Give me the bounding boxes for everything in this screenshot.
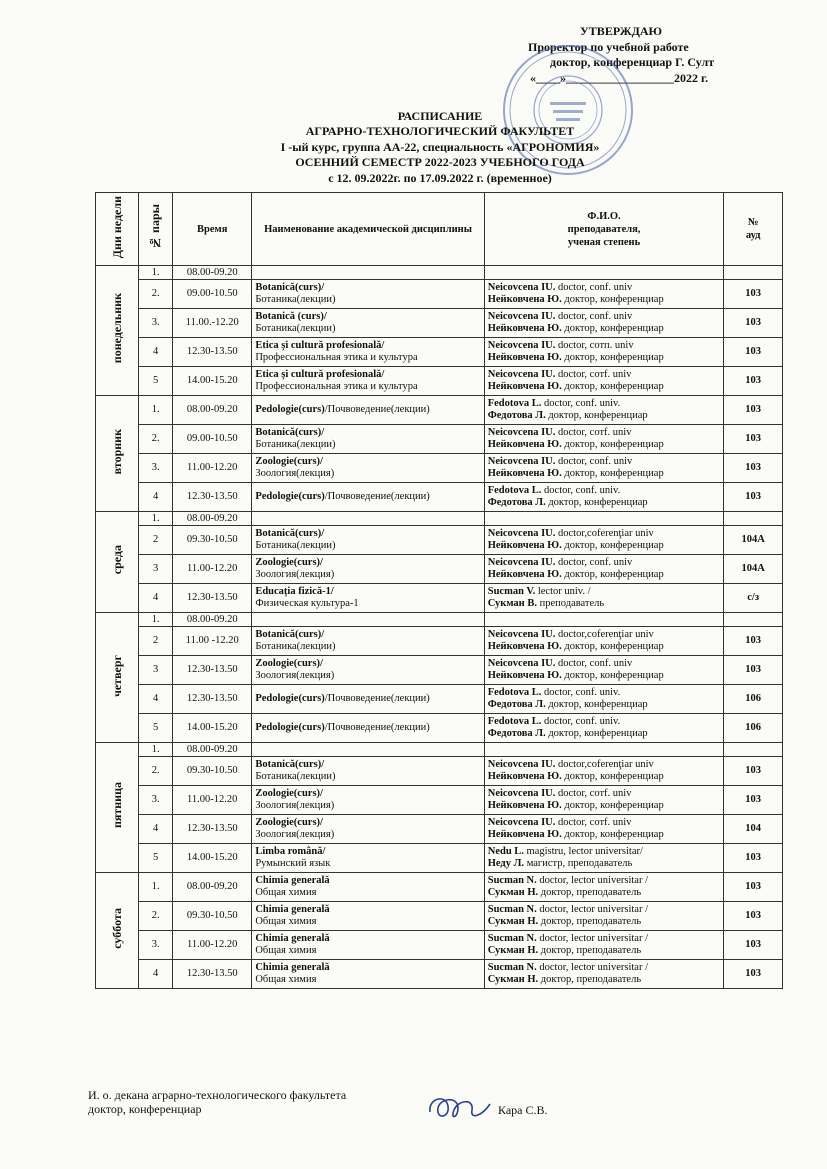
teacher-cell: Fedotova L. doctor, conf. univ. Федотова Л. доктор, конференциар [484, 483, 724, 512]
room-cell: 103 [724, 396, 783, 425]
table-row [96, 555, 783, 584]
discipline-cell: Botanică(curs)/ Ботаника(лекции) [252, 425, 484, 454]
time-cell: 08.00-09.20 [173, 266, 252, 280]
header-room: № ауд [724, 193, 783, 266]
room-cell: 103 [724, 425, 783, 454]
day-cell: четверг [96, 613, 139, 743]
teacher-cell: Nedu L. magistru, lector universitar/ Неду Л. магистр, преподаватель [484, 844, 724, 873]
time-cell: 09.00-10.50 [173, 280, 252, 309]
teacher-cell: Neicovcena IU. doctor, conf. univ Нейковчена Ю. доктор, конференциар [484, 656, 724, 685]
time-cell: 11.00 -12.20 [173, 627, 252, 656]
table-row [96, 714, 783, 743]
room-cell [724, 512, 783, 526]
room-cell [724, 613, 783, 627]
pair-number-cell: 2. [139, 902, 173, 931]
room-cell: 103 [724, 873, 783, 902]
approval-line-4: «____»__________________2022 г. [530, 70, 709, 85]
table-row [96, 425, 783, 454]
time-cell: 09.30-10.50 [173, 526, 252, 555]
footer-line-2: доктор, конференциар [88, 1102, 202, 1116]
teacher-cell: Neicovcena IU. doctor, сотf. univ Нейковчена Ю. доктор, конференциар [484, 786, 724, 815]
teacher-cell: Sucman V. lector univ. / Сукман В. преподаватель [484, 584, 724, 613]
teacher-cell [484, 512, 724, 526]
title-line-3: I -ый курс, группа АА-22, специальность «АГРОНОМИЯ» [280, 139, 600, 154]
teacher-cell: Neicovcena IU. doctor,coferenţiar univ Нейковчена Ю. доктор, конференциар [484, 757, 724, 786]
teacher-cell [484, 743, 724, 757]
pair-number-cell: 3. [139, 454, 173, 483]
room-cell: 103 [724, 454, 783, 483]
pair-number-cell: 4 [139, 815, 173, 844]
pair-number-cell: 3. [139, 786, 173, 815]
teacher-cell [484, 266, 724, 280]
time-cell: 11.00-12.20 [173, 555, 252, 584]
header-time: Время [173, 193, 252, 266]
pair-number-cell: 4 [139, 483, 173, 512]
time-cell: 08.00-09.20 [173, 613, 252, 627]
pair-number-cell: 2 [139, 526, 173, 555]
room-cell: 103 [724, 367, 783, 396]
time-cell: 11.00-12.20 [173, 931, 252, 960]
discipline-cell: Chimia generală Общая химия [252, 931, 484, 960]
discipline-cell: Limba română/ Румынский язык [252, 844, 484, 873]
teacher-cell: Sucman N. doctor, lector universitar / Сукман Н. доктор, преподаватель [484, 902, 724, 931]
table-row [96, 960, 783, 989]
room-cell: 103 [724, 902, 783, 931]
pair-number-cell: 1. [139, 743, 173, 757]
discipline-cell: Botanică(curs)/ Ботаника(лекции) [252, 757, 484, 786]
discipline-cell: Pedologie(curs)/Почвоведение(лекции) [252, 396, 484, 425]
header-discipline: Наименование академической дисциплины [252, 193, 484, 266]
time-cell: 08.00-09.20 [173, 396, 252, 425]
discipline-cell [252, 512, 484, 526]
discipline-cell: Botanică(curs)/ Ботаника(лекции) [252, 526, 484, 555]
day-cell: вторник [96, 396, 139, 512]
discipline-cell: Pedologie(curs)/Почвоведение(лекции) [252, 714, 484, 743]
teacher-cell: Fedotova L. doctor, conf. univ. Федотова Л. доктор, конференциар [484, 714, 724, 743]
room-cell: 103 [724, 338, 783, 367]
room-cell: 103 [724, 931, 783, 960]
pair-number-cell: 2. [139, 280, 173, 309]
discipline-cell: Zoologie(curs)/ Зоология(лекция) [252, 786, 484, 815]
discipline-cell: Chimia generală Общая химия [252, 873, 484, 902]
discipline-cell: Educația fizică-1/ Физическая культура-1 [252, 584, 484, 613]
discipline-cell: Pedologie(curs)/Почвоведение(лекции) [252, 483, 484, 512]
time-cell: 14.00-15.20 [173, 844, 252, 873]
signature-icon [424, 1090, 496, 1126]
header-teacher: Ф.И.О. преподавателя, ученая степень [484, 193, 724, 266]
title-line-2: АГРАРНО-ТЕХНОЛОГИЧЕСКИЙ ФАКУЛЬТЕТ [305, 124, 575, 139]
table-row [96, 873, 783, 902]
table-row [96, 338, 783, 367]
footer-line-1: И. о. декана аграрно-технологического факультета [88, 1088, 347, 1102]
footer-block [88, 1088, 346, 1116]
pair-number-cell: 5 [139, 367, 173, 396]
discipline-cell: Botanică (curs)/ Ботаника(лекции) [252, 309, 484, 338]
room-cell: 106 [724, 685, 783, 714]
teacher-cell: Neicovcena IU. doctor, сотf. univ Нейковчена Ю. доктор, конференциар [484, 815, 724, 844]
room-cell: 104 [724, 815, 783, 844]
pair-number-cell: 4 [139, 584, 173, 613]
room-cell: 103 [724, 483, 783, 512]
discipline-cell: Etica și cultură profesională/ Профессиональная этика и культура [252, 367, 484, 396]
teacher-cell: Neicovcena IU. doctor, conf. univ Нейковчена Ю. доктор, конференциар [484, 309, 724, 338]
teacher-cell: Sucman N. doctor, lector universitar / Сукман Н. доктор, преподаватель [484, 931, 724, 960]
schedule-title [200, 109, 680, 186]
header-pair: № пары [139, 193, 173, 266]
time-cell: 12.30-13.50 [173, 338, 252, 367]
discipline-cell: Zoologie(curs)/ Зоология(лекция) [252, 815, 484, 844]
discipline-cell [252, 266, 484, 280]
approval-line-3: доктор, конференциар Г. Султ [550, 55, 715, 69]
approval-line-1: УТВЕРЖДАЮ [580, 24, 663, 38]
time-cell: 11.00.-12.20 [173, 309, 252, 338]
table-row [96, 786, 783, 815]
time-cell: 12.30-13.50 [173, 685, 252, 714]
time-cell: 12.30-13.50 [173, 483, 252, 512]
teacher-cell: Neicovcena IU. doctor,coferenţiar univ Нейковчена Ю. доктор, конференциар [484, 526, 724, 555]
table-row [96, 454, 783, 483]
table-row [96, 656, 783, 685]
pair-number-cell: 5 [139, 714, 173, 743]
pair-number-cell: 1. [139, 266, 173, 280]
header-day: Дни недели [96, 193, 139, 266]
teacher-cell: Fedotova L. doctor, conf. univ. Федотова Л. доктор, конференциар [484, 396, 724, 425]
day-cell: среда [96, 512, 139, 613]
pair-number-cell: 4 [139, 338, 173, 367]
table-row [96, 526, 783, 555]
table-row [96, 280, 783, 309]
teacher-cell [484, 613, 724, 627]
room-cell: 104А [724, 526, 783, 555]
pair-number-cell: 2 [139, 627, 173, 656]
discipline-cell: Chimia generală Общая химия [252, 902, 484, 931]
discipline-cell: Zoologie(curs)/ Зоология(лекция) [252, 555, 484, 584]
table-row [96, 512, 783, 526]
pair-number-cell: 1. [139, 396, 173, 425]
room-cell: 104А [724, 555, 783, 584]
discipline-cell: Botanică(curs)/ Ботаника(лекции) [252, 627, 484, 656]
pair-number-cell: 3 [139, 555, 173, 584]
table-row [96, 613, 783, 627]
pair-number-cell: 3. [139, 309, 173, 338]
teacher-cell: Neicovcena IU. doctor, сотf. univ Нейковчена Ю. доктор, конференциар [484, 367, 724, 396]
teacher-cell: Neicovcena IU. doctor, conf. univ Нейковчена Ю. доктор, конференциар [484, 454, 724, 483]
time-cell: 09.30-10.50 [173, 757, 252, 786]
pair-number-cell: 4 [139, 960, 173, 989]
discipline-cell: Chimia generală Общая химия [252, 960, 484, 989]
table-row [96, 931, 783, 960]
time-cell: 14.00-15.20 [173, 714, 252, 743]
title-line-1: РАСПИСАНИЕ [397, 109, 483, 123]
pair-number-cell: 3. [139, 931, 173, 960]
pair-number-cell: 1. [139, 873, 173, 902]
room-cell: 103 [724, 757, 783, 786]
pair-number-cell: 3 [139, 656, 173, 685]
discipline-cell: Botanică(curs)/ Ботаника(лекции) [252, 280, 484, 309]
room-cell: 103 [724, 844, 783, 873]
table-header-row [96, 193, 783, 266]
table-row [96, 902, 783, 931]
table-row [96, 367, 783, 396]
pair-number-cell: 2. [139, 757, 173, 786]
day-cell: суббота [96, 873, 139, 989]
pair-number-cell: 1. [139, 613, 173, 627]
discipline-cell [252, 613, 484, 627]
table-row [96, 396, 783, 425]
time-cell: 12.30-13.50 [173, 960, 252, 989]
signer-name: Кара С.В. [498, 1103, 548, 1117]
pair-number-cell: 2. [139, 425, 173, 454]
table-row [96, 815, 783, 844]
table-row [96, 309, 783, 338]
table-row [96, 584, 783, 613]
table-row [96, 757, 783, 786]
table-row [96, 627, 783, 656]
time-cell: 09.00-10.50 [173, 425, 252, 454]
pair-number-cell: 1. [139, 512, 173, 526]
table-row [96, 743, 783, 757]
time-cell: 12.30-13.50 [173, 584, 252, 613]
discipline-cell: Zoologie(curs)/ Зоология(лекция) [252, 656, 484, 685]
teacher-cell: Neicovcena IU. doctor, сотf. univ Нейковчена Ю. доктор, конференциар [484, 425, 724, 454]
room-cell: 103 [724, 280, 783, 309]
teacher-cell: Neicovcena IU. doctor,coferenţiar univ Нейковчена Ю. доктор, конференциар [484, 627, 724, 656]
room-cell [724, 266, 783, 280]
time-cell: 08.00-09.20 [173, 743, 252, 757]
teacher-cell: Sucman N. doctor, lector universitar / Сукман Н. доктор, преподаватель [484, 873, 724, 902]
room-cell: 103 [724, 309, 783, 338]
teacher-cell: Neicovcena IU. doctor, conf. univ Нейковчена Ю. доктор, конференциар [484, 555, 724, 584]
room-cell: 103 [724, 656, 783, 685]
room-cell: 103 [724, 627, 783, 656]
teacher-cell: Fedotova L. doctor, conf. univ. Федотова Л. доктор, конференциар [484, 685, 724, 714]
day-cell: понедельник [96, 266, 139, 396]
time-cell: 08.00-09.20 [173, 512, 252, 526]
title-line-4: ОСЕННИЙ СЕМЕСТР 2022-2023 УЧЕБНОГО ГОДА [295, 155, 585, 170]
time-cell: 08.00-09.20 [173, 873, 252, 902]
teacher-cell: Neicovcena IU. doctor, сотп. univ Нейковчена Ю. доктор, конференциар [484, 338, 724, 367]
time-cell: 12.30-13.50 [173, 815, 252, 844]
time-cell: 09.30-10.50 [173, 902, 252, 931]
pair-number-cell: 4 [139, 685, 173, 714]
discipline-cell: Zoologie(curs)/ Зоология(лекция) [252, 454, 484, 483]
time-cell: 11.00-12.20 [173, 454, 252, 483]
table-row [96, 685, 783, 714]
approval-line-2: Проректор по учебной работе [528, 39, 689, 54]
discipline-cell: Pedologie(curs)/Почвоведение(лекции) [252, 685, 484, 714]
title-line-5: с 12. 09.2022г. по 17.09.2022 г. (временное) [328, 170, 552, 185]
room-cell: 103 [724, 786, 783, 815]
room-cell: 103 [724, 960, 783, 989]
discipline-cell [252, 743, 484, 757]
room-cell: 106 [724, 714, 783, 743]
teacher-cell: Neicovcena IU. doctor, conf. univ Нейковчена Ю. доктор, конференциар [484, 280, 724, 309]
schedule-body [96, 266, 783, 989]
table-row [96, 266, 783, 280]
teacher-cell: Sucman N. doctor, lector universitar / Сукман Н. доктор, преподаватель [484, 960, 724, 989]
pair-number-cell: 5 [139, 844, 173, 873]
time-cell: 12.30-13.50 [173, 656, 252, 685]
room-cell [724, 743, 783, 757]
day-cell: пятница [96, 743, 139, 873]
time-cell: 11.00-12.20 [173, 786, 252, 815]
discipline-cell: Etica și cultură profesională/ Профессиональная этика и культура [252, 338, 484, 367]
room-cell: с/з [724, 584, 783, 613]
table-row [96, 844, 783, 873]
time-cell: 14.00-15.20 [173, 367, 252, 396]
schedule-table [95, 192, 783, 989]
table-row [96, 483, 783, 512]
